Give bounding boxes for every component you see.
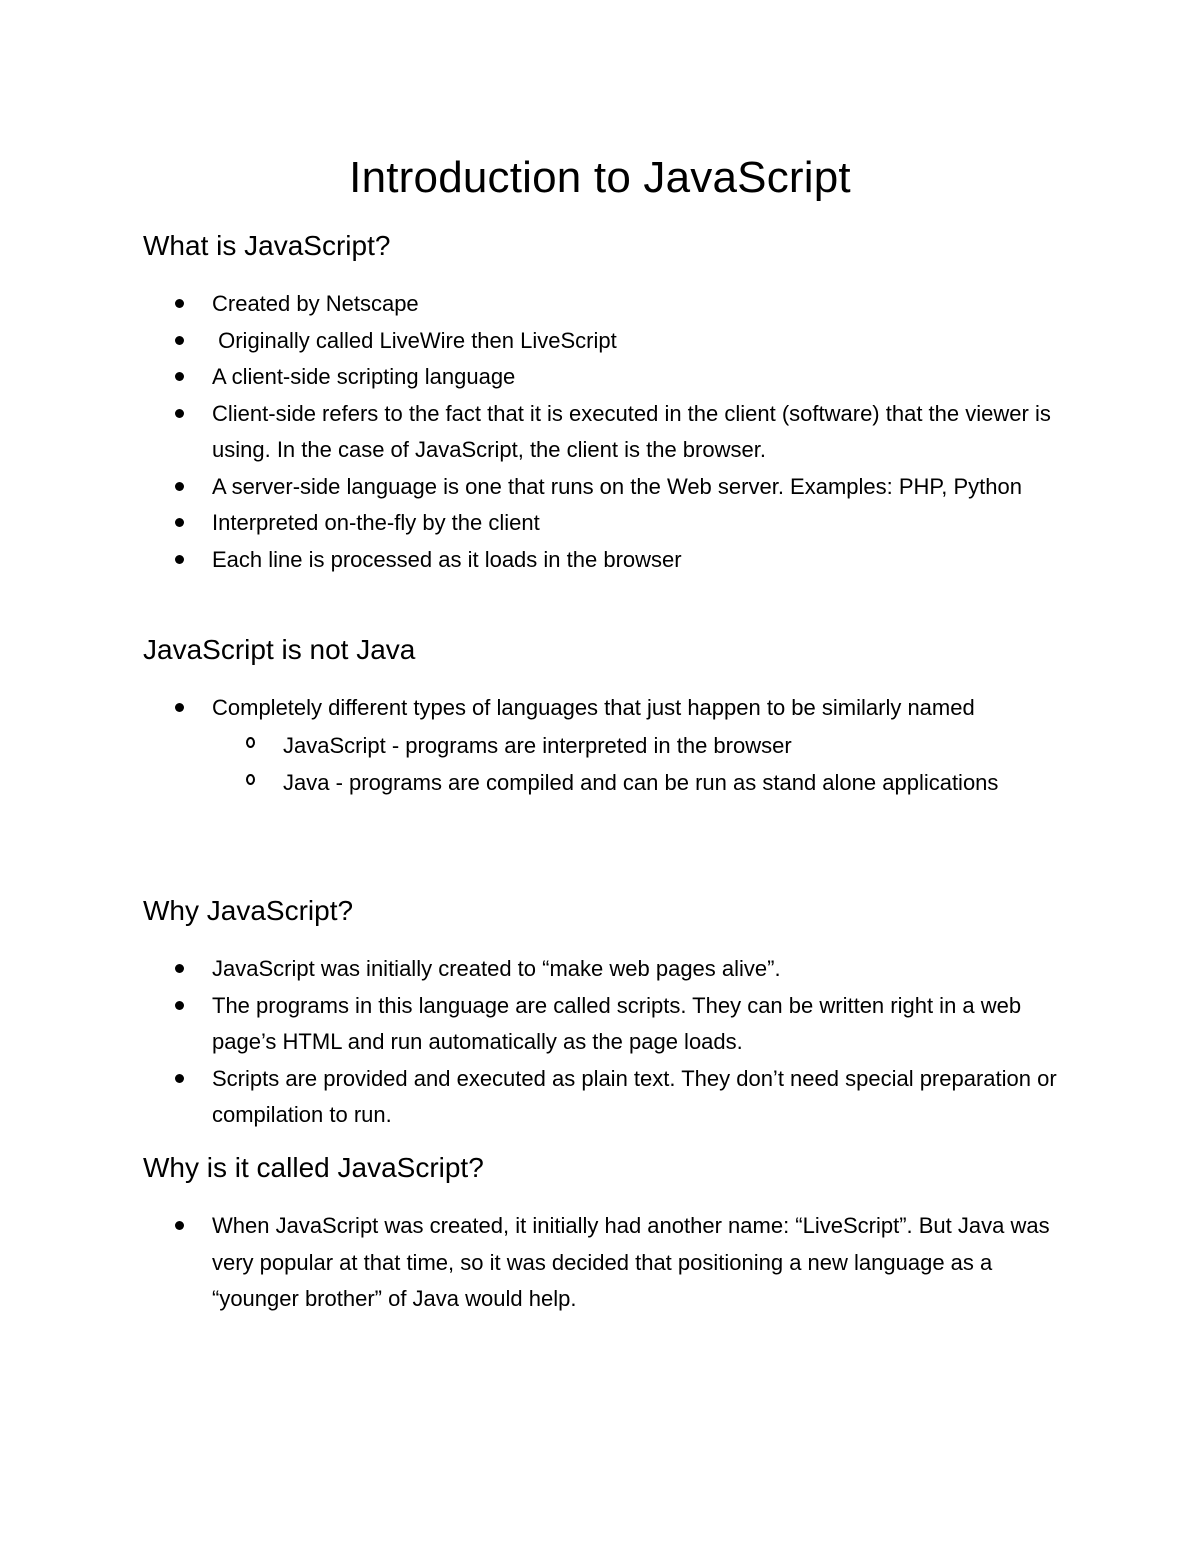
sub-list — [212, 727, 1073, 801]
section-heading: What is JavaScript? — [143, 230, 391, 261]
bullet-icon — [175, 555, 184, 564]
bullet-icon — [175, 409, 184, 418]
list-item — [143, 690, 1073, 801]
list-item-text: The programs in this language are called scripts. They can be written right in a web page’s HTML and run automatically as the page loads. — [212, 992, 1022, 1054]
bullet-icon — [175, 1221, 184, 1230]
list-item-text: Completely different types of languages that just happen to be similarly named — [212, 695, 975, 720]
list-item — [143, 1061, 1073, 1134]
list-item — [143, 988, 1073, 1061]
bullet-icon — [175, 964, 184, 973]
list-item — [143, 505, 1073, 542]
bullet-icon — [175, 518, 184, 527]
list-item-text: A client-side scripting language — [212, 364, 516, 389]
circle-bullet-icon — [246, 774, 255, 785]
bullet-icon — [175, 1001, 184, 1010]
list-item — [143, 286, 1073, 323]
bullet-icon — [175, 336, 184, 345]
list-item — [143, 323, 1073, 360]
section-javascript-not-java — [143, 632, 1073, 801]
bullet-list — [143, 951, 1073, 1134]
bullet-icon — [175, 372, 184, 381]
sub-list-item-text: JavaScript - programs are interpreted in the browser — [283, 732, 792, 758]
section-heading: Why JavaScript? — [143, 895, 354, 926]
section-why-called-javascript — [143, 1150, 1073, 1318]
list-item-text: Client-side refers to the fact that it is executed in the client (software) that the viewer is using. In the case of JavaScript, the client is the browser. — [212, 400, 1051, 462]
list-item — [143, 396, 1073, 469]
page-title: Introduction to JavaScript — [349, 153, 851, 202]
bullet-icon — [175, 1074, 184, 1083]
bullet-list — [143, 1208, 1073, 1318]
list-item-text: Created by Netscape — [212, 291, 419, 316]
bullet-icon — [175, 482, 184, 491]
sub-list-item — [212, 727, 1073, 764]
circle-bullet-icon — [246, 737, 255, 748]
section-why-javascript — [143, 893, 1073, 1134]
list-item — [143, 951, 1073, 988]
sub-list-item-text: Java - programs are compiled and can be run as stand alone applications — [283, 769, 999, 795]
list-item — [143, 1208, 1073, 1318]
list-item — [143, 469, 1073, 506]
list-item-text: When JavaScript was created, it initially had another name: “LiveScript”. But Java was very popular at that time, so it was decided that positioning a new language as a “younger brother” of Java would help. — [212, 1213, 1050, 1311]
list-item-text: Each line is processed as it loads in the browser — [212, 546, 682, 572]
bullet-icon — [175, 703, 184, 712]
list-item-text: Interpreted on-the-fly by the client — [212, 510, 540, 535]
bullet-list — [143, 286, 1073, 578]
list-item — [143, 542, 1073, 579]
bullet-list — [143, 690, 1073, 801]
bullet-icon — [175, 299, 184, 308]
list-item-text: Originally called LiveWire then LiveScript — [212, 327, 617, 353]
section-what-is-javascript — [143, 228, 1073, 578]
list-item-text: A server-side language is one that runs on the Web server. Examples: PHP, Python — [212, 473, 1022, 499]
list-item-text: Scripts are provided and executed as plain text. They don’t need special preparation or compilation to run. — [212, 1065, 1057, 1127]
list-item-text: JavaScript was initially created to “make web pages alive”. — [212, 956, 781, 981]
list-item — [143, 359, 1073, 396]
section-heading: JavaScript is not Java — [143, 634, 416, 665]
sub-list-item — [212, 764, 1073, 801]
section-heading: Why is it called JavaScript? — [143, 1152, 484, 1183]
